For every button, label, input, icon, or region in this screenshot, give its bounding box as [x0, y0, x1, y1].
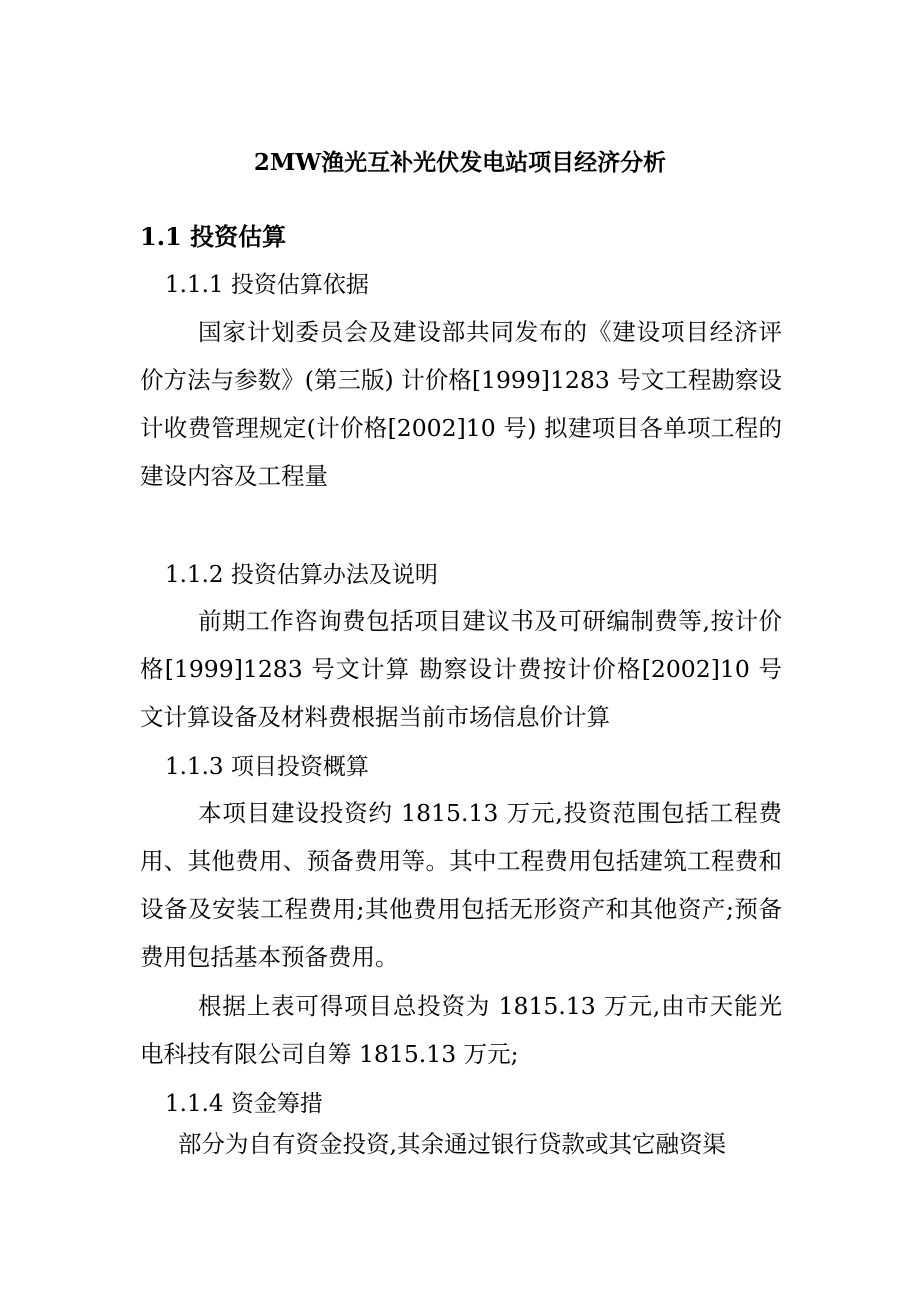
- document-title: 2MW渔光互补光伏发电站项目经济分析: [253, 149, 667, 176]
- paragraph-fund-raising: 部分为自有资金投资,其余通过银行贷款或其它融资渠: [178, 1130, 726, 1158]
- paragraph-investment-budget: 本项目建设投资约 1815.13 万元,投资范围包括工程费用、其他费用、预备费用等。其中工程费用包括建筑工程费和设备及安装工程费用;其他费用包括无形资产和其他资产;预备 费用包括基本预备费用。: [140, 799, 782, 971]
- section-heading-1-1: 1.1 投资估算: [140, 222, 287, 251]
- section-heading-1-1-4: 1.1.4 资金筹措: [165, 1091, 323, 1117]
- paragraph-total-investment: 根据上表可得项目总投资为 1815.13 万元,由市天能光电科技有限公司自筹 1815.13 万元;: [140, 992, 782, 1068]
- paragraph-estimation-method: 前期工作咨询费包括项目建议书及可研编制费等,按计价格[1999]1283 号文计算 勘察设计费按计价格[2002]10 号文计算设备及材料费根据当前市场信息价计算: [140, 607, 782, 731]
- paragraph-investment-basis: 国家计划委员会及建设部共同发布的《建设项目经济评价方法与参数》(第三版) 计价格[1999]1283 号文工程勘察设计收费管理规定(计价格[2002]10 号) 拟建项目各单项工程的建设内容及工程量: [140, 318, 782, 490]
- section-heading-1-1-1: 1.1.1 投资估算依据: [165, 272, 369, 298]
- section-heading-1-1-2: 1.1.2 投资估算办法及说明: [165, 562, 438, 588]
- section-heading-1-1-3: 1.1.3 项目投资概算: [165, 754, 369, 780]
